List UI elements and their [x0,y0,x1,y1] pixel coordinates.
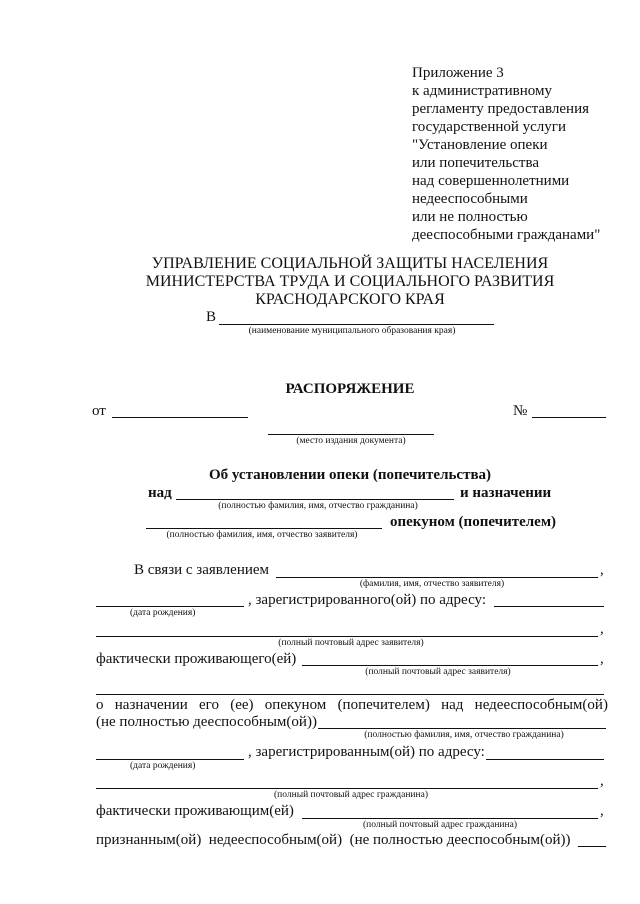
appoint-word: о [96,697,104,713]
applicant-name-field[interactable] [146,528,382,529]
comma: , [600,803,604,819]
subject-line: Об установлении опеки (попечительства) [208,467,492,483]
appoint-word: (попечителем) [337,697,430,713]
applicant-fio-hint: (фамилия, имя, отчество заявителя) [359,579,505,589]
citizen-fio-field[interactable] [318,728,606,729]
from-label: от [92,403,106,419]
appendix-line: регламенту предоставления [412,101,590,117]
dob-hint: (дата рождения) [130,608,196,618]
number-field[interactable] [532,417,606,418]
appointment-label: и назначении [460,485,552,501]
number-label: № [513,403,528,419]
authority-line: КРАСНОДАРСКОГО КРАЯ [255,291,445,308]
applicant-name-hint: (полностью фамилия, имя, отчество заявителя) [166,530,358,540]
in-connection-text: В связи с заявлением [134,562,270,578]
blank-line-field[interactable] [96,694,604,695]
place-field[interactable] [268,434,434,435]
appendix-line: государственной услуги [412,119,566,135]
applicant-actual-address-hint: (полный почтовый адрес заявителя) [365,667,511,677]
citizen-fio-hint: (полностью фамилия, имя, отчество гражданина) [364,730,564,740]
order-title: РАСПОРЯЖЕНИЕ [285,381,415,397]
recognized-text: признанным(ой) недееспособным(ой) (не полностью дееспособным(ой)) [96,832,571,848]
authority-line: УПРАВЛЕНИЕ СОЦИАЛЬНОЙ ЗАЩИТЫ НАСЕЛЕНИЯ [151,255,549,272]
citizen-address-field[interactable] [96,788,598,789]
ward-name-field[interactable] [176,499,454,500]
appendix-line: недееспособными [412,191,528,207]
appoint-word: его [199,697,219,713]
in-prefix: В [206,309,217,325]
appoint-word: опекуном [264,697,327,713]
citizen-actual-address-hint: (полный почтовый адрес гражданина) [363,820,517,830]
applicant-address-field[interactable] [96,636,598,637]
applicant-address-start-field[interactable] [494,606,604,607]
dob-hint: (дата рождения) [130,761,196,771]
municipality-hint: (наименование муниципального образования края) [248,326,456,336]
appendix-line: к административному [412,83,552,99]
appoint-word: назначении [114,697,188,713]
applicant-dob-field[interactable] [96,606,244,607]
recognized-field[interactable] [578,846,606,847]
comma: , [600,562,604,578]
citizen-address-start-field[interactable] [486,759,604,760]
appendix-line: или не полностью [412,209,528,225]
citizen-address-hint: (полный почтовый адрес гражданина) [274,790,428,800]
actually-living-text: фактически проживающего(ей) [96,651,297,667]
municipality-field[interactable] [219,324,494,325]
appoint-word: недееспособным(ой) [474,697,608,713]
registered-text: , зарегистрированного(ой) по адресу: [248,592,487,608]
citizen-dob-field[interactable] [96,759,244,760]
registered-text: , зарегистрированным(ой) по адресу: [248,744,485,760]
appendix-line: или попечительства [412,155,539,171]
appendix-line: дееспособными гражданами" [412,227,601,243]
applicant-address-hint: (полный почтовый адрес заявителя) [278,638,424,648]
citizen-actual-address-field[interactable] [302,818,598,819]
applicant-fio-field[interactable] [276,577,598,578]
partial-capable-text: (не полностью дееспособным(ой)) [96,714,317,730]
actually-living-text: фактически проживающим(ей) [96,803,294,819]
appoint-word: над [441,697,464,713]
appoint-line [96,698,608,713]
over-label: над [148,485,172,501]
date-field[interactable] [112,417,248,418]
appendix-line: над совершеннолетними [412,173,570,189]
applicant-actual-address-field[interactable] [302,665,598,666]
comma: , [600,773,604,789]
guardian-label: опекуном (попечителем) [390,514,557,530]
appoint-word: (ее) [230,697,254,713]
place-hint: (место издания документа) [296,436,406,446]
ward-name-hint: (полностью фамилия, имя, отчество гражданина) [218,501,418,511]
appendix-line: Приложение 3 [412,65,504,81]
authority-line: МИНИСТЕРСТВА ТРУДА И СОЦИАЛЬНОГО РАЗВИТИЯ [145,273,555,290]
appendix-line: "Установление опеки [412,137,548,153]
comma: , [600,621,604,637]
comma: , [600,651,604,667]
